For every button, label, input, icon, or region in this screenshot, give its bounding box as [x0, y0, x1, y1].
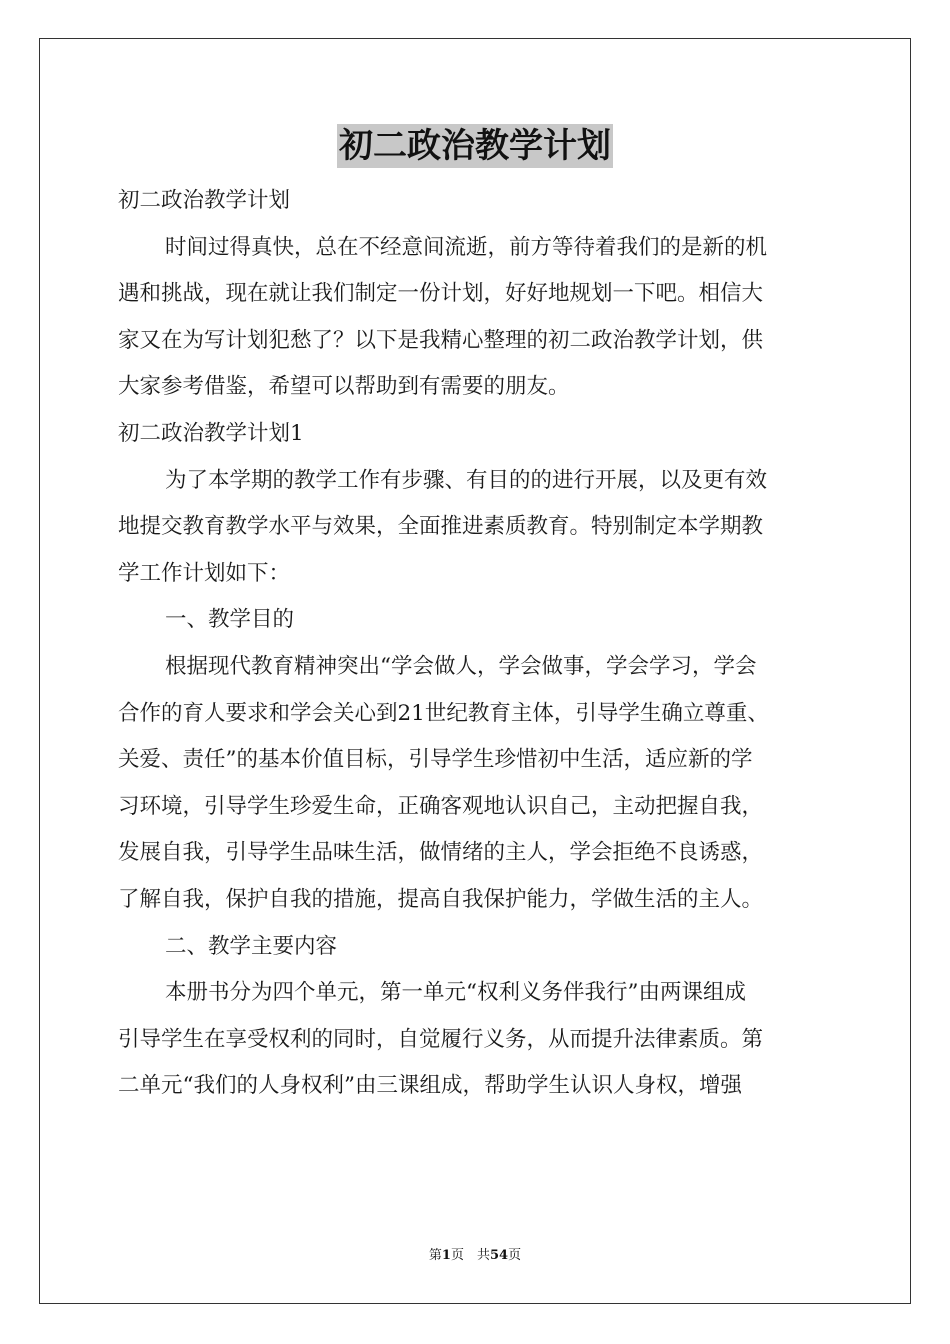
text-line: 合作的育人要求和学会关心到21世纪教育主体，引导学生确立尊重、	[118, 700, 769, 726]
footer-suffix: 页	[508, 1248, 522, 1263]
text-line: 一、教学目的	[165, 607, 295, 633]
text-line: 家又在为写计划犯愁了？以下是我精心整理的初二政治教学计划，供	[118, 327, 764, 353]
footer-mid: 页 共	[450, 1248, 490, 1263]
text-line: 引导学生在享受权利的同时，自觉履行义务，从而提升法律素质。第	[118, 1026, 764, 1052]
text-line: 大家参考借鉴，希望可以帮助到有需要的朋友。	[118, 374, 570, 400]
text-line: 初二政治教学计划	[118, 188, 291, 213]
footer-total-pages: 54	[489, 1248, 509, 1263]
text-line: 时间过得真快，总在不经意间流逝，前方等待着我们的是新的机	[165, 234, 768, 260]
footer-prefix: 第	[428, 1248, 442, 1263]
title-area	[0, 124, 950, 168]
text-line: 初二政治教学计划1	[118, 420, 304, 446]
text-line: 习环境，引导学生珍爱生命，正确客观地认识自己，主动把握自我，	[118, 793, 764, 819]
document-body	[118, 178, 838, 1110]
text-line: 根据现代教育精神突出“学会做人，学会做事，学会学习，学会	[165, 653, 757, 679]
text-line: 遇和挑战，现在就让我们制定一份计划，好好地规划一下吧。相信大	[118, 281, 764, 307]
text-line: 学工作计划如下：	[118, 560, 291, 586]
text-line: 二单元“我们的人身权利”由三课组成，帮助学生认识人身权，增强	[118, 1073, 742, 1099]
text-line: 地提交教育教学水平与效果，全面推进素质教育。特别制定本学期教	[118, 514, 764, 540]
text-line: 二、教学主要内容	[165, 933, 338, 959]
text-line: 本册书分为四个单元，第一单元“权利义务伴我行”由两课组成	[165, 980, 746, 1006]
text-line: 发展自我，引导学生品味生活，做情绪的主人，学会拒绝不良诱惑，	[118, 840, 764, 866]
footer-page-number: 1	[441, 1248, 451, 1263]
text-line: 了解自我，保护自我的措施，提高自我保护能力，学做生活的主人。	[118, 886, 764, 912]
page-footer	[0, 1246, 950, 1266]
document-title: 初二政治教学计划	[339, 126, 611, 166]
text-line: 关爱、责任”的基本价值目标，引导学生珍惜初中生活，适应新的学	[118, 747, 753, 773]
text-line: 为了本学期的教学工作有步骤、有目的的进行开展，以及更有效	[165, 467, 768, 493]
